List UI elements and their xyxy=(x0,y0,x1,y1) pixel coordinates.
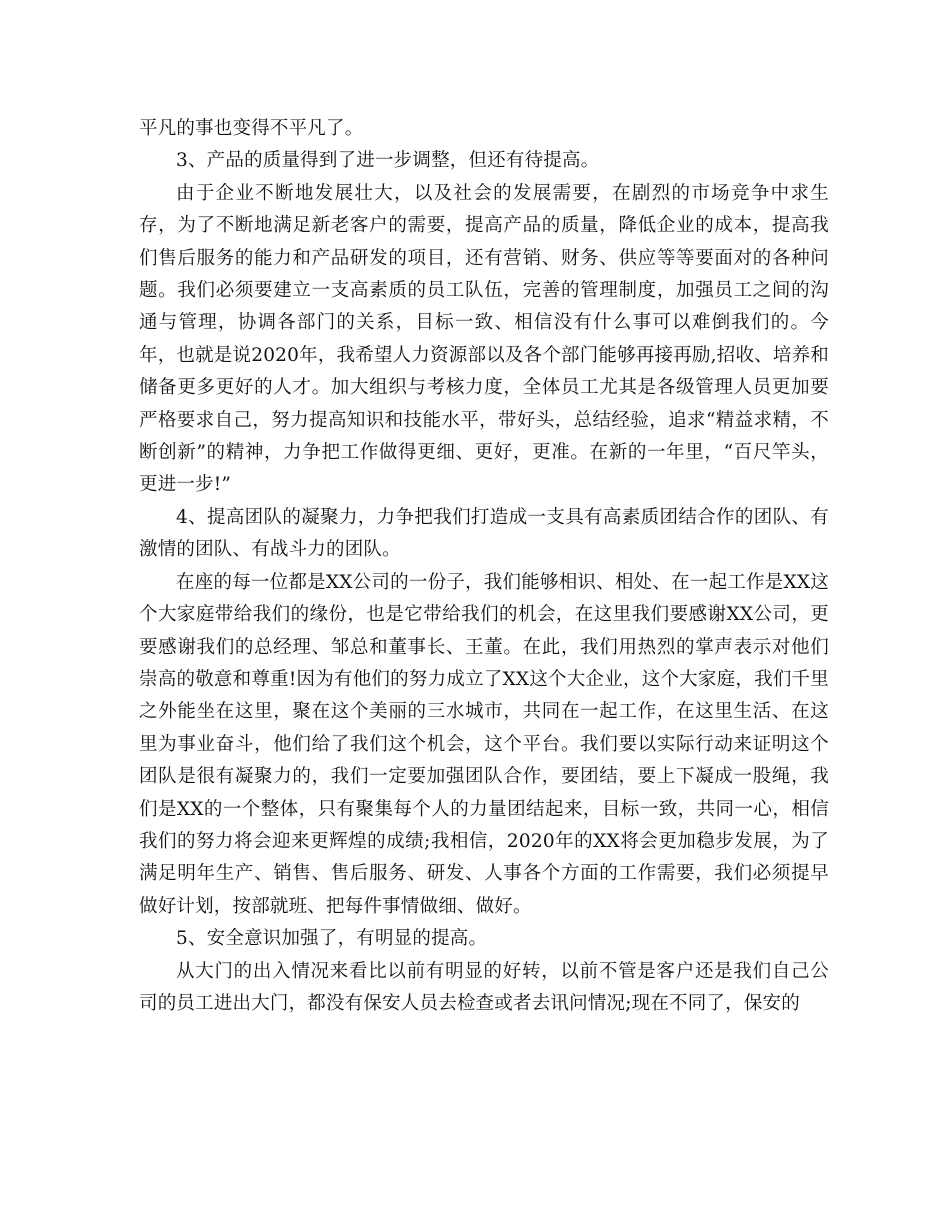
section-heading-5: 5、安全意识加强了，有明显的提高。 xyxy=(176,928,488,950)
paragraph-continuation: 平凡的事也变得不平凡了。 xyxy=(139,118,364,139)
document-body xyxy=(139,113,829,1020)
paragraph-product-quality: 由于企业不断地发展壮大，以及社会的发展需要，在剧烈的市场竞争中求生存，为了不断地满足新老客户的需要，提高产品的质量，降低企业的成本，提高我们售后服务的能力和产品研发的项目，还有营销、财务、供应等等要面对的各种问题。我们必须要建立一支高素质的员工队伍，完善的管理制度，加强员工之间的沟通与管理，协调各部门的关系，目标一致、相信没有什么事可以难倒我们的。今年，也就是说2020年，我希望人力资源部以及各个部门能够再接再励,招收、培养和储备更多更好的人才。加大组织与考核力度，全体员工尤其是各级管理人员更加要严格要求自己，努力提高知识和技能水平，带好头，总结经验，追求“精益求精，不断创新”的精神，力争把工作做得更细、更好，更准。在新的一年里，“百尺竿头，更进一步!” xyxy=(139,182,829,496)
section-heading-4: 4、提高团队的凝聚力，力争把我们打造成一支具有高素质团结合作的团队、有激情的团队、有战斗力的团队。 xyxy=(139,506,829,561)
paragraph-safety-awareness: 从大门的出入情况来看比以前有明显的好转，以前不管是客户还是我们自己公司的员工进出大门，都没有保安人员去检查或者去讯问情况;现在不同了，保安的 xyxy=(139,960,829,1014)
section-heading-3: 3、产品的质量得到了进一步调整，但还有待提高。 xyxy=(176,150,600,172)
paragraph-team-cohesion: 在座的每一位都是XX公司的一份子，我们能够相识、相处、在一起工作是XX这个大家庭带给我们的缘份，也是它带给我们的机会，在这里我们要感谢XX公司，更要感谢我们的总经理、邹总和董事长、王董。在此，我们用热烈的掌声表示对他们崇高的敬意和尊重!因为有他们的努力成立了XX这个大企业，这个大家庭，我们千里之外能坐在这里，聚在这个美丽的三水城市，共同在一起工作，在这里生活、在这里为事业奋斗，他们给了我们这个机会，这个平台。我们要以实际行动来证明这个团队是很有凝聚力的，我们一定要加强团队合作，要团结，要上下凝成一股绳，我们是XX的一个整体，只有聚集每个人的力量团结起来，目标一致，共同一心，相信我们的努力将会迎来更辉煌的成绩;我相信，2020年的XX将会更加稳步发展，为了满足明年生产、销售、售后服务、研发、人事各个方面的工作需要，我们必须提早做好计划，按部就班、把每件事情做细、做好。 xyxy=(139,571,829,917)
